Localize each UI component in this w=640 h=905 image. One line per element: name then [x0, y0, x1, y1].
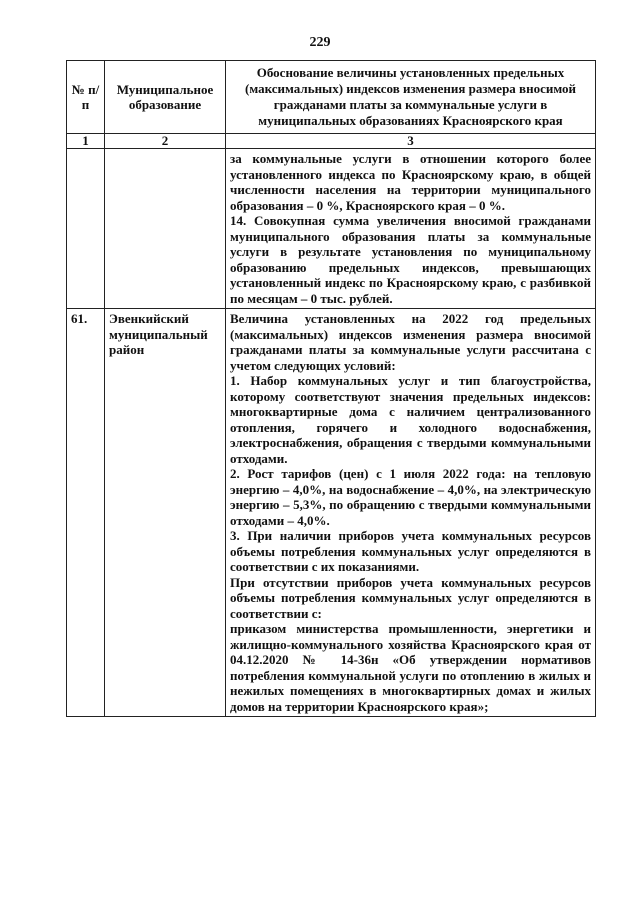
- paragraph: 3. При наличии приборов учета коммунальных ресурсов объемы потребления коммунальных услуг определяются в соответствии с их показаниями.: [230, 528, 591, 574]
- justification-cell: [226, 309, 596, 717]
- column-number-1: 1: [67, 134, 105, 149]
- column-numbers-row: [67, 134, 596, 149]
- column-number-2: 2: [105, 134, 226, 149]
- page-number: 229: [309, 35, 331, 50]
- municipality-cell: [105, 149, 226, 309]
- paragraph: Величина установленных на 2022 год предельных (максимальных) индексов изменения размера вносимой гражданами платы за коммунальные услуги рассчитана с учетом следующих условий:: [230, 311, 591, 373]
- table-row-61: [67, 309, 596, 717]
- justification-table: [66, 60, 596, 717]
- paragraph: приказом министерства промышленности, энергетики и жилищно-коммунального хозяйства Красноярского края от 04.12.2020 № 14-36н «Об утверждении нормативов потребления коммунальной услуги по отоплению в жилых и нежилых помещениях в многоквартирных домах и жилых домов на территории Красноярского края»;: [230, 621, 591, 714]
- paragraph: 1. Набор коммунальных услуг и тип благоустройства, которому соответствуют значения предельных индексов: многоквартирные дома с наличием централизованного отопления, горячего и холодного водоснабжения, электроснабжения, обращения с твердыми коммунальными отходами.: [230, 373, 591, 466]
- paragraph: за коммунальные услуги в отношении которого более установленного индекса по Красноярскому краю, в общей численности населения на территории муниципального образования – 0 %, Красноярского края – 0 %.: [230, 151, 591, 213]
- paragraph: 14. Совокупная сумма увеличения вносимой гражданами муниципального образования платы за коммунальные услуги в результате установления по муниципальному образованию предельных индексов, превышающих установленный индекс по Красноярскому краю, с разбивкой по месяцам – 0 тыс. рублей.: [230, 213, 591, 306]
- justification-cell: [226, 149, 596, 309]
- row-number-cell: [67, 149, 105, 309]
- paragraph: 2. Рост тарифов (цен) с 1 июля 2022 года: на тепловую энергию – 4,0%, на водоснабжение – 4,0%, на электрическую энергию – 5,3%, по обращению с твердыми коммунальными отходами – 4,0%.: [230, 466, 591, 528]
- header-number: № п/п: [67, 61, 105, 134]
- table-row-continued: [67, 149, 596, 309]
- header-justification: Обоснование величины установленных предельных (максимальных) индексов изменения размера вносимой гражданами платы за коммунальные услуги в муниципальных образованиях Красноярского края: [226, 61, 596, 134]
- table-header-row: [67, 61, 596, 134]
- municipality-cell: Эвенкийский муниципальный район: [105, 309, 226, 717]
- paragraph: При отсутствии приборов учета коммунальных ресурсов объемы потребления коммунальных услуг определяются в соответствии с:: [230, 574, 591, 621]
- row-number-cell: 61.: [67, 309, 105, 717]
- column-number-3: 3: [226, 134, 596, 149]
- header-municipality: Муниципальное образование: [105, 61, 226, 134]
